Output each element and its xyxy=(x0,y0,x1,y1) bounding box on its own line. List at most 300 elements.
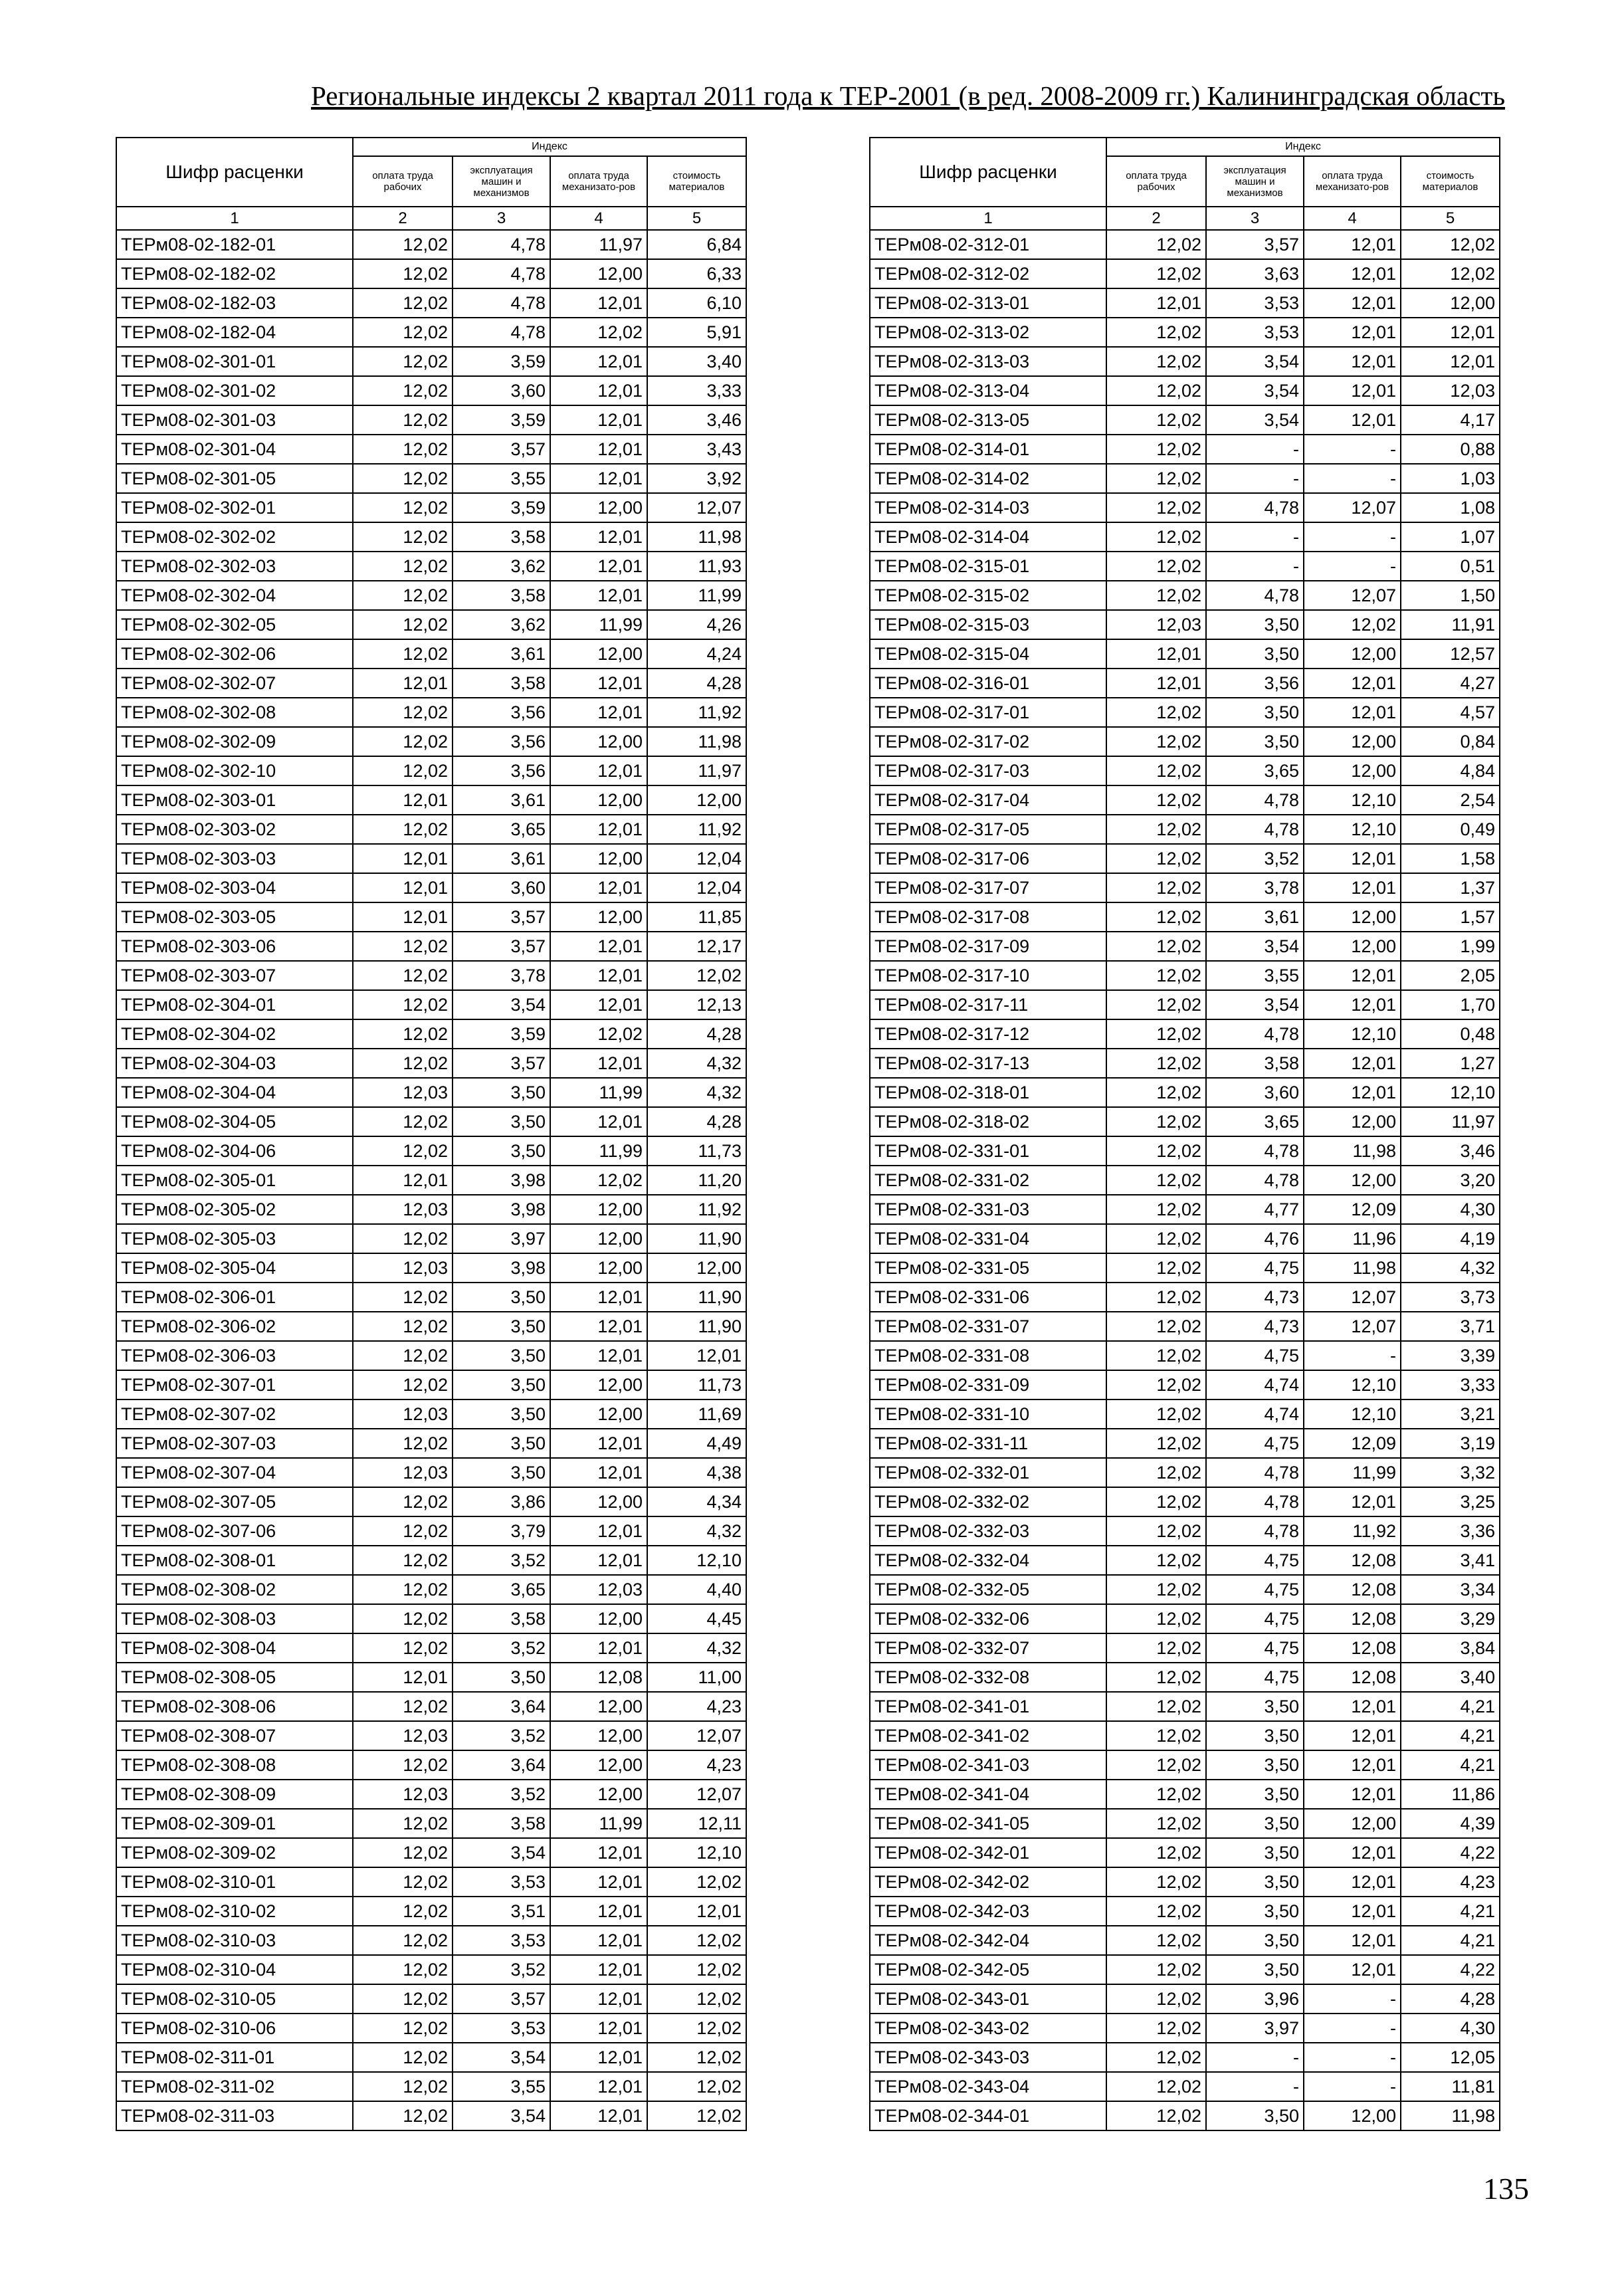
labor-index: 12,02 xyxy=(1106,815,1206,844)
index-table-right xyxy=(869,137,1500,2131)
rate-code: ТЕРм08-02-313-03 xyxy=(870,347,1106,376)
labor-index: 12,02 xyxy=(1106,1049,1206,1078)
labor-index: 12,02 xyxy=(353,288,453,318)
machines-index: 3,50 xyxy=(1206,1955,1304,1984)
table-row xyxy=(870,815,1500,844)
operators-index: 12,00 xyxy=(550,493,647,522)
machines-index: 3,54 xyxy=(1206,347,1304,376)
machines-index: 3,50 xyxy=(453,1136,550,1166)
materials-index: 11,90 xyxy=(647,1224,746,1253)
rate-code: ТЕРм08-02-306-03 xyxy=(116,1341,353,1370)
labor-index: 12,01 xyxy=(353,873,453,902)
table-row xyxy=(116,1195,746,1224)
labor-index: 12,02 xyxy=(353,464,453,493)
operators-index: 12,01 xyxy=(1304,1487,1401,1516)
rate-code: ТЕРм08-02-343-04 xyxy=(870,2072,1106,2101)
materials-index: 12,02 xyxy=(647,961,746,990)
labor-index: 12,01 xyxy=(353,669,453,698)
materials-index: 3,41 xyxy=(1401,1546,1500,1575)
table-row xyxy=(870,1253,1500,1283)
labor-index: 12,02 xyxy=(1106,464,1206,493)
table-row xyxy=(116,1019,746,1049)
materials-index: 3,39 xyxy=(1401,1341,1500,1370)
operators-index: 12,00 xyxy=(1304,2101,1401,2130)
machines-index: 3,50 xyxy=(1206,1867,1304,1897)
labor-index: 12,02 xyxy=(353,756,453,785)
operators-index: 12,01 xyxy=(1304,1750,1401,1780)
rate-code: ТЕРм08-02-309-01 xyxy=(116,1809,353,1838)
right-table-body xyxy=(870,230,1500,2130)
header-labor: оплата труда рабочих xyxy=(353,156,453,207)
operators-index: 12,01 xyxy=(550,464,647,493)
table-row xyxy=(116,1253,746,1283)
labor-index: 12,02 xyxy=(353,1341,453,1370)
operators-index: 12,01 xyxy=(550,932,647,961)
machines-index: 3,50 xyxy=(453,1429,550,1458)
materials-index: 3,32 xyxy=(1401,1458,1500,1487)
materials-index: 11,93 xyxy=(647,552,746,581)
labor-index: 12,02 xyxy=(1106,844,1206,873)
materials-index: 12,02 xyxy=(647,1867,746,1897)
operators-index: 12,01 xyxy=(1304,230,1401,259)
labor-index: 12,02 xyxy=(1106,347,1206,376)
table-row xyxy=(870,1984,1500,2014)
machines-index: 3,58 xyxy=(453,581,550,610)
labor-index: 12,02 xyxy=(353,318,453,347)
labor-index: 12,02 xyxy=(353,1370,453,1399)
machines-index: 3,60 xyxy=(1206,1078,1304,1107)
table-row xyxy=(870,493,1500,522)
table-row xyxy=(870,1926,1500,1955)
table-row xyxy=(870,1838,1500,1867)
operators-index: 12,01 xyxy=(550,1926,647,1955)
operators-index: 11,99 xyxy=(1304,1458,1401,1487)
machines-index: 3,59 xyxy=(453,1019,550,1049)
operators-index: 12,01 xyxy=(1304,990,1401,1019)
machines-index: 4,78 xyxy=(453,230,550,259)
labor-index: 12,02 xyxy=(1106,259,1206,288)
rate-code: ТЕРм08-02-307-05 xyxy=(116,1487,353,1516)
rate-code: ТЕРм08-02-308-02 xyxy=(116,1575,353,1604)
materials-index: 4,39 xyxy=(1401,1809,1500,1838)
labor-index: 12,02 xyxy=(1106,1663,1206,1692)
operators-index: 12,00 xyxy=(550,1195,647,1224)
operators-index: 12,01 xyxy=(1304,318,1401,347)
materials-index: 4,28 xyxy=(1401,1984,1500,2014)
machines-index: 4,75 xyxy=(1206,1546,1304,1575)
labor-index: 12,02 xyxy=(1106,1195,1206,1224)
table-row xyxy=(116,815,746,844)
table-row xyxy=(870,552,1500,581)
rate-code: ТЕРм08-02-301-04 xyxy=(116,435,353,464)
labor-index: 12,02 xyxy=(353,1838,453,1867)
machines-index: 3,50 xyxy=(1206,698,1304,727)
rate-code: ТЕРм08-02-302-02 xyxy=(116,522,353,552)
labor-index: 12,02 xyxy=(1106,405,1206,435)
rate-code: ТЕРм08-02-331-01 xyxy=(870,1136,1106,1166)
rate-code: ТЕРм08-02-305-01 xyxy=(116,1166,353,1195)
operators-index: 12,00 xyxy=(1304,639,1401,669)
labor-index: 12,02 xyxy=(353,1224,453,1253)
labor-index: 12,02 xyxy=(353,610,453,639)
materials-index: 11,92 xyxy=(647,815,746,844)
materials-index: 3,33 xyxy=(647,376,746,405)
operators-index: 12,00 xyxy=(550,1721,647,1750)
labor-index: 12,02 xyxy=(353,1955,453,1984)
machines-index: 4,75 xyxy=(1206,1604,1304,1633)
table-row xyxy=(116,435,746,464)
machines-index: - xyxy=(1206,2043,1304,2072)
table-row xyxy=(116,902,746,932)
machines-index: 3,65 xyxy=(1206,756,1304,785)
labor-index: 12,02 xyxy=(353,522,453,552)
rate-code: ТЕРм08-02-182-01 xyxy=(116,230,353,259)
rate-code: ТЕРм08-02-317-09 xyxy=(870,932,1106,961)
table-row xyxy=(870,1049,1500,1078)
col-number: 5 xyxy=(647,207,746,230)
materials-index: 12,13 xyxy=(647,990,746,1019)
labor-index: 12,02 xyxy=(1106,2043,1206,2072)
table-row xyxy=(116,1809,746,1838)
rate-code: ТЕРм08-02-331-08 xyxy=(870,1341,1106,1370)
labor-index: 12,02 xyxy=(353,2101,453,2130)
labor-index: 12,01 xyxy=(353,844,453,873)
materials-index: 12,01 xyxy=(1401,347,1500,376)
machines-index: 3,55 xyxy=(453,2072,550,2101)
operators-index: 11,98 xyxy=(1304,1253,1401,1283)
operators-index: 12,01 xyxy=(1304,1926,1401,1955)
operators-index: 12,01 xyxy=(1304,347,1401,376)
labor-index: 12,02 xyxy=(353,1809,453,1838)
labor-index: 12,02 xyxy=(1106,435,1206,464)
table-row xyxy=(870,1604,1500,1633)
table-row xyxy=(116,464,746,493)
table-row xyxy=(870,990,1500,1019)
table-row xyxy=(870,376,1500,405)
page-number: 135 xyxy=(1483,2172,1529,2206)
rate-code: ТЕРм08-02-314-03 xyxy=(870,493,1106,522)
materials-index: 4,19 xyxy=(1401,1224,1500,1253)
labor-index: 12,02 xyxy=(1106,1224,1206,1253)
machines-index: 3,59 xyxy=(453,493,550,522)
operators-index: 12,01 xyxy=(1304,669,1401,698)
machines-index: 3,54 xyxy=(1206,990,1304,1019)
labor-index: 12,02 xyxy=(1106,1312,1206,1341)
labor-index: 12,02 xyxy=(1106,1487,1206,1516)
operators-index: 12,02 xyxy=(550,318,647,347)
rate-code: ТЕРм08-02-308-03 xyxy=(116,1604,353,1633)
table-row xyxy=(870,1633,1500,1663)
machines-index: 3,50 xyxy=(453,1107,550,1136)
table-row xyxy=(116,669,746,698)
operators-index: 12,01 xyxy=(550,552,647,581)
machines-index: 3,96 xyxy=(1206,1984,1304,2014)
table-row xyxy=(116,727,746,756)
machines-index: 3,50 xyxy=(1206,1926,1304,1955)
labor-index: 12,02 xyxy=(1106,581,1206,610)
rate-code: ТЕРм08-02-317-05 xyxy=(870,815,1106,844)
operators-index: 12,03 xyxy=(550,1575,647,1604)
operators-index: 12,01 xyxy=(1304,1780,1401,1809)
machines-index: 3,64 xyxy=(453,1750,550,1780)
materials-index: 11,92 xyxy=(647,1195,746,1224)
machines-index: 4,76 xyxy=(1206,1224,1304,1253)
labor-index: 12,02 xyxy=(353,1107,453,1136)
rate-code: ТЕРм08-02-301-05 xyxy=(116,464,353,493)
labor-index: 12,03 xyxy=(353,1458,453,1487)
operators-index: 12,00 xyxy=(550,1370,647,1399)
machines-index: 3,63 xyxy=(1206,259,1304,288)
machines-index: 3,53 xyxy=(453,2014,550,2043)
machines-index: 4,78 xyxy=(1206,1019,1304,1049)
labor-index: 12,02 xyxy=(353,2014,453,2043)
labor-index: 12,02 xyxy=(1106,493,1206,522)
rate-code: ТЕРм08-02-317-07 xyxy=(870,873,1106,902)
materials-index: 12,00 xyxy=(647,1253,746,1283)
table-row xyxy=(870,435,1500,464)
header-shifr: Шифр расценки xyxy=(870,138,1106,207)
labor-index: 12,02 xyxy=(1106,230,1206,259)
machines-index: 3,64 xyxy=(453,1692,550,1721)
materials-index: 11,73 xyxy=(647,1370,746,1399)
labor-index: 12,02 xyxy=(1106,1897,1206,1926)
rate-code: ТЕРм08-02-316-01 xyxy=(870,669,1106,698)
rate-code: ТЕРм08-02-317-04 xyxy=(870,785,1106,815)
labor-index: 12,02 xyxy=(353,1926,453,1955)
machines-index: 4,78 xyxy=(1206,785,1304,815)
materials-index: 12,02 xyxy=(647,1984,746,2014)
machines-index: 3,98 xyxy=(453,1253,550,1283)
materials-index: 4,21 xyxy=(1401,1721,1500,1750)
machines-index: 4,78 xyxy=(1206,1458,1304,1487)
labor-index: 12,02 xyxy=(1106,1575,1206,1604)
operators-index: 12,08 xyxy=(550,1663,647,1692)
table-row xyxy=(116,318,746,347)
operators-index: 12,01 xyxy=(1304,1955,1401,1984)
rate-code: ТЕРм08-02-303-07 xyxy=(116,961,353,990)
labor-index: 12,02 xyxy=(1106,1458,1206,1487)
table-row xyxy=(870,318,1500,347)
rate-code: ТЕРм08-02-310-03 xyxy=(116,1926,353,1955)
rate-code: ТЕРм08-02-311-02 xyxy=(116,2072,353,2101)
materials-index: 4,23 xyxy=(1401,1867,1500,1897)
table-row xyxy=(870,347,1500,376)
header-materials: стоимость материалов xyxy=(1401,156,1500,207)
operators-index: 12,01 xyxy=(550,1107,647,1136)
rate-code: ТЕРм08-02-318-01 xyxy=(870,1078,1106,1107)
machines-index: - xyxy=(1206,2072,1304,2101)
machines-index: 3,54 xyxy=(453,990,550,1019)
operators-index: 12,00 xyxy=(1304,727,1401,756)
operators-index: 12,01 xyxy=(550,347,647,376)
materials-index: 4,57 xyxy=(1401,698,1500,727)
rate-code: ТЕРм08-02-343-01 xyxy=(870,1984,1106,2014)
materials-index: 12,05 xyxy=(1401,2043,1500,2072)
rate-code: ТЕРм08-02-307-02 xyxy=(116,1399,353,1429)
rate-code: ТЕРм08-02-317-12 xyxy=(870,1019,1106,1049)
machines-index: 3,50 xyxy=(1206,1809,1304,1838)
machines-index: 4,78 xyxy=(1206,1166,1304,1195)
labor-index: 12,02 xyxy=(1106,1867,1206,1897)
operators-index: 12,09 xyxy=(1304,1429,1401,1458)
materials-index: 4,32 xyxy=(647,1516,746,1546)
operators-index: 12,08 xyxy=(1304,1663,1401,1692)
labor-index: 12,02 xyxy=(1106,522,1206,552)
materials-index: 12,01 xyxy=(647,1897,746,1926)
rate-code: ТЕРм08-02-317-10 xyxy=(870,961,1106,990)
operators-index: 12,00 xyxy=(550,1750,647,1780)
table-row xyxy=(116,1107,746,1136)
table-row xyxy=(870,1370,1500,1399)
operators-index: 12,01 xyxy=(550,1955,647,1984)
labor-index: 12,02 xyxy=(1106,552,1206,581)
rate-code: ТЕРм08-02-332-02 xyxy=(870,1487,1106,1516)
operators-index: 12,08 xyxy=(1304,1546,1401,1575)
materials-index: 11,86 xyxy=(1401,1780,1500,1809)
machines-index: 3,97 xyxy=(1206,2014,1304,2043)
rate-code: ТЕРм08-02-344-01 xyxy=(870,2101,1106,2130)
rate-code: ТЕРм08-02-307-06 xyxy=(116,1516,353,1546)
operators-index: 12,01 xyxy=(550,990,647,1019)
table-row xyxy=(870,1516,1500,1546)
table-row xyxy=(870,1487,1500,1516)
table-row xyxy=(870,2043,1500,2072)
table-row xyxy=(116,873,746,902)
table-row xyxy=(870,1341,1500,1370)
table-row xyxy=(116,639,746,669)
table-row xyxy=(116,1780,746,1809)
materials-index: 0,84 xyxy=(1401,727,1500,756)
table-row xyxy=(116,259,746,288)
operators-index: 12,01 xyxy=(550,1897,647,1926)
rate-code: ТЕРм08-02-306-01 xyxy=(116,1283,353,1312)
table-row xyxy=(116,1516,746,1546)
machines-index: - xyxy=(1206,464,1304,493)
operators-index: 12,02 xyxy=(1304,610,1401,639)
materials-index: 4,24 xyxy=(647,639,746,669)
left-table-body xyxy=(116,230,746,2130)
machines-index: 3,58 xyxy=(1206,1049,1304,1078)
machines-index: 3,53 xyxy=(453,1867,550,1897)
table-row xyxy=(116,698,746,727)
table-row xyxy=(116,1692,746,1721)
machines-index: 4,78 xyxy=(1206,1487,1304,1516)
labor-index: 12,01 xyxy=(353,902,453,932)
materials-index: 12,02 xyxy=(647,2101,746,2130)
table-row xyxy=(116,1955,746,1984)
rate-code: ТЕРм08-02-317-11 xyxy=(870,990,1106,1019)
operators-index: 12,01 xyxy=(1304,405,1401,435)
machines-index: 4,77 xyxy=(1206,1195,1304,1224)
table-row xyxy=(870,961,1500,990)
labor-index: 12,02 xyxy=(353,581,453,610)
materials-index: 4,38 xyxy=(647,1458,746,1487)
operators-index: 12,01 xyxy=(550,522,647,552)
rate-code: ТЕРм08-02-314-01 xyxy=(870,435,1106,464)
machines-index: 4,78 xyxy=(1206,815,1304,844)
operators-index: 12,01 xyxy=(550,669,647,698)
labor-index: 12,02 xyxy=(1106,902,1206,932)
operators-index: 12,08 xyxy=(1304,1604,1401,1633)
operators-index: 12,01 xyxy=(550,1312,647,1341)
operators-index: 12,00 xyxy=(1304,1107,1401,1136)
operators-index: 12,01 xyxy=(550,1546,647,1575)
rate-code: ТЕРм08-02-314-02 xyxy=(870,464,1106,493)
materials-index: 4,23 xyxy=(647,1692,746,1721)
operators-index: 12,10 xyxy=(1304,1399,1401,1429)
rate-code: ТЕРм08-02-305-02 xyxy=(116,1195,353,1224)
materials-index: 4,32 xyxy=(647,1633,746,1663)
header-machines: эксплуатация машин и механизмов xyxy=(1206,156,1304,207)
table-row xyxy=(116,1546,746,1575)
table-row xyxy=(116,1429,746,1458)
materials-index: 3,84 xyxy=(1401,1633,1500,1663)
operators-index: 12,01 xyxy=(550,2101,647,2130)
rate-code: ТЕРм08-02-332-04 xyxy=(870,1546,1106,1575)
col-number: 1 xyxy=(870,207,1106,230)
machines-index: 4,75 xyxy=(1206,1575,1304,1604)
materials-index: 1,03 xyxy=(1401,464,1500,493)
machines-index: 3,65 xyxy=(453,1575,550,1604)
operators-index: 12,01 xyxy=(1304,1078,1401,1107)
rate-code: ТЕРм08-02-302-04 xyxy=(116,581,353,610)
materials-index: 4,21 xyxy=(1401,1750,1500,1780)
labor-index: 12,01 xyxy=(353,785,453,815)
table-row xyxy=(116,288,746,318)
materials-index: 12,03 xyxy=(1401,376,1500,405)
machines-index: 3,61 xyxy=(453,639,550,669)
operators-index: - xyxy=(1304,435,1401,464)
table-row xyxy=(116,1867,746,1897)
col-number: 3 xyxy=(453,207,550,230)
table-row xyxy=(116,1750,746,1780)
rate-code: ТЕРм08-02-313-04 xyxy=(870,376,1106,405)
rate-code: ТЕРм08-02-306-02 xyxy=(116,1312,353,1341)
operators-index: - xyxy=(1304,2043,1401,2072)
rate-code: ТЕРм08-02-307-01 xyxy=(116,1370,353,1399)
col-number: 2 xyxy=(353,207,453,230)
table-row xyxy=(870,1224,1500,1253)
labor-index: 12,02 xyxy=(1106,1341,1206,1370)
materials-index: 11,90 xyxy=(647,1283,746,1312)
labor-index: 12,01 xyxy=(1106,639,1206,669)
operators-index: 12,01 xyxy=(1304,259,1401,288)
table-row xyxy=(116,1312,746,1341)
rate-code: ТЕРм08-02-304-02 xyxy=(116,1019,353,1049)
table-row xyxy=(870,1721,1500,1750)
machines-index: 3,51 xyxy=(453,1897,550,1926)
labor-index: 12,03 xyxy=(353,1721,453,1750)
operators-index: 12,07 xyxy=(1304,581,1401,610)
materials-index: 4,28 xyxy=(647,1019,746,1049)
machines-index: 3,52 xyxy=(453,1546,550,1575)
rate-code: ТЕРм08-02-302-10 xyxy=(116,756,353,785)
rate-code: ТЕРм08-02-332-05 xyxy=(870,1575,1106,1604)
rate-code: ТЕРм08-02-315-03 xyxy=(870,610,1106,639)
machines-index: 4,78 xyxy=(453,288,550,318)
rate-code: ТЕРм08-02-182-03 xyxy=(116,288,353,318)
labor-index: 12,02 xyxy=(1106,1253,1206,1283)
table-row xyxy=(870,288,1500,318)
machines-index: 3,78 xyxy=(453,961,550,990)
table-row xyxy=(870,1575,1500,1604)
table-row xyxy=(870,1955,1500,1984)
materials-index: 1,50 xyxy=(1401,581,1500,610)
table-row xyxy=(870,464,1500,493)
materials-index: 4,40 xyxy=(647,1575,746,1604)
header-machines: эксплуатация машин и механизмов xyxy=(453,156,550,207)
operators-index: 11,92 xyxy=(1304,1516,1401,1546)
